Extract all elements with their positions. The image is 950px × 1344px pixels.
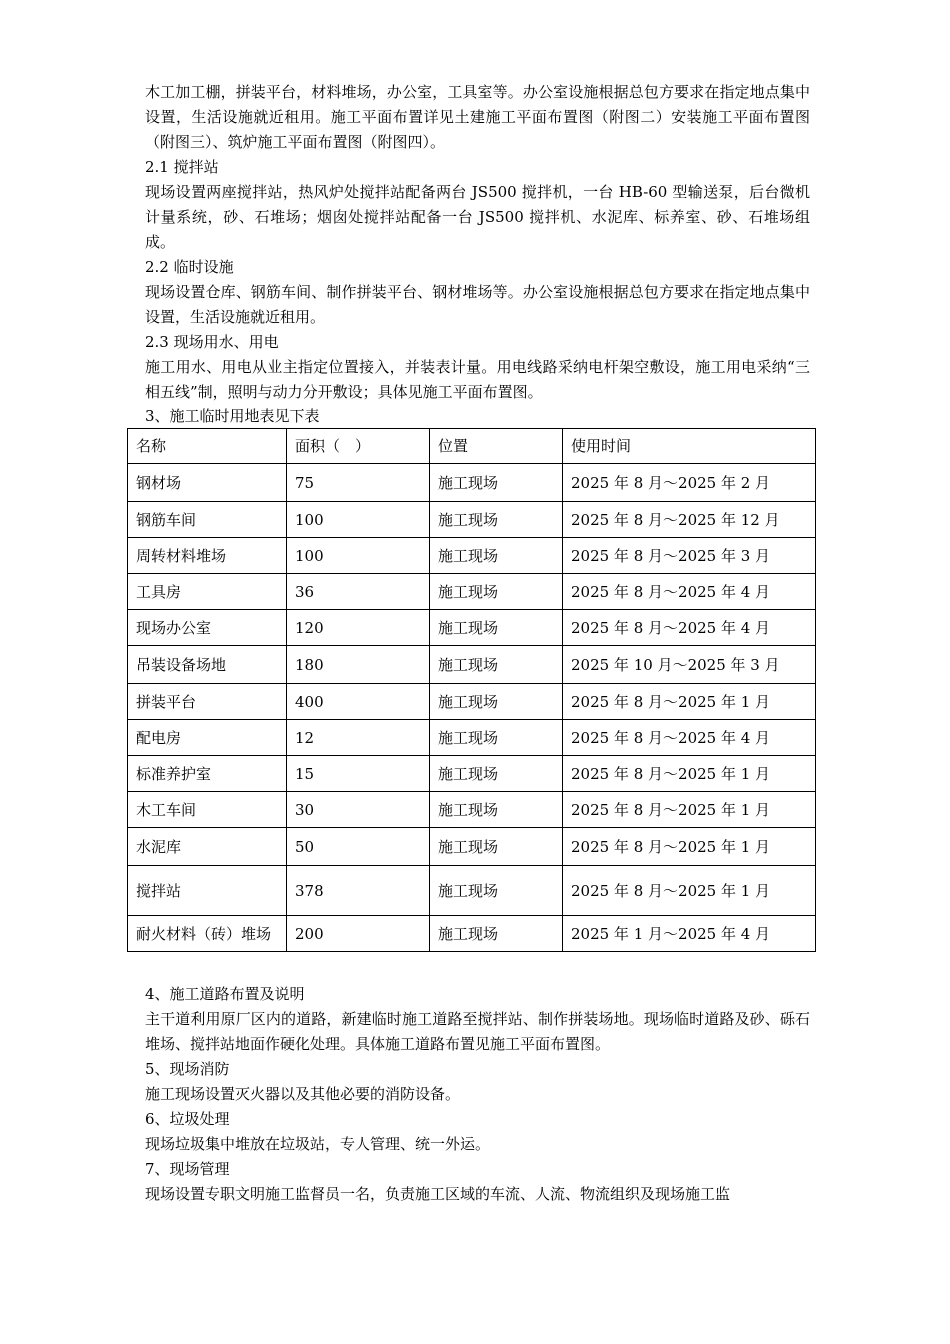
cell-area: 200 bbox=[287, 916, 430, 952]
table-row bbox=[128, 574, 816, 610]
table-row bbox=[128, 538, 816, 574]
cell-name: 搅拌站 bbox=[128, 866, 287, 916]
table-body bbox=[128, 464, 816, 952]
cell-usage-time: 2025 年 10 月～2025 年 3 月 bbox=[563, 646, 816, 684]
table-row bbox=[128, 720, 816, 756]
intro-paragraph: 木工加工棚，拼装平台，材料堆场，办公室，工具室等。办公室设施根据总包方要求在指定地点集中设置，生活设施就近租用。施工平面布置详见土建施工平面布置图（附图二）安装施工平面布置图（附图三）、筑炉施工平面布置图（附图四）。 bbox=[145, 83, 810, 151]
cell-area: 30 bbox=[287, 792, 430, 828]
cell-area: 180 bbox=[287, 646, 430, 684]
cell-location: 施工现场 bbox=[430, 792, 563, 828]
cell-area: 36 bbox=[287, 574, 430, 610]
cell-area: 50 bbox=[287, 828, 430, 866]
table-row bbox=[128, 646, 816, 684]
cell-location: 施工现场 bbox=[430, 720, 563, 756]
cell-name: 拼装平台 bbox=[128, 684, 287, 720]
cell-usage-time: 2025 年 8 月～2025 年 1 月 bbox=[563, 792, 816, 828]
cell-location: 施工现场 bbox=[430, 684, 563, 720]
cell-name: 标准养护室 bbox=[128, 756, 287, 792]
section-5-text: 施工现场设置灭火器以及其他必要的消防设备。 bbox=[145, 1085, 461, 1103]
cell-area: 400 bbox=[287, 684, 430, 720]
section-4-text: 主干道利用原厂区内的道路，新建临时施工道路至搅拌站、制作拼装场地。现场临时道路及砂、砾石堆场、搅拌站地面作硬化处理。具体施工道路布置见施工平面布置图。 bbox=[145, 1010, 810, 1053]
cell-usage-time: 2025 年 8 月～2025 年 1 月 bbox=[563, 684, 816, 720]
cell-area: 120 bbox=[287, 610, 430, 646]
cell-area: 75 bbox=[287, 464, 430, 502]
cell-name: 耐火材料（砖）堆场 bbox=[128, 916, 287, 952]
header-usage-time: 使用时间 bbox=[563, 429, 816, 464]
header-location: 位置 bbox=[430, 429, 563, 464]
section-2-3-text: 施工用水、用电从业主指定位置接入，并装表计量。用电线路采纳电杆架空敷设，施工用电采纳“三相五线”制，照明与动力分开敷设；具体见施工平面布置图。 bbox=[145, 358, 810, 401]
section-6-text: 现场垃圾集中堆放在垃圾站，专人管理、统一外运。 bbox=[145, 1135, 491, 1153]
table-row bbox=[128, 792, 816, 828]
cell-name: 周转材料堆场 bbox=[128, 538, 287, 574]
cell-name: 钢筋车间 bbox=[128, 502, 287, 538]
cell-location: 施工现场 bbox=[430, 464, 563, 502]
cell-usage-time: 2025 年 8 月～2025 年 2 月 bbox=[563, 464, 816, 502]
cell-usage-time: 2025 年 8 月～2025 年 1 月 bbox=[563, 866, 816, 916]
cell-area: 100 bbox=[287, 502, 430, 538]
cell-name: 水泥库 bbox=[128, 828, 287, 866]
cell-usage-time: 2025 年 1 月～2025 年 4 月 bbox=[563, 916, 816, 952]
cell-name: 现场办公室 bbox=[128, 610, 287, 646]
section-7-text: 现场设置专职文明施工监督员一名，负责施工区域的车流、人流、物流组织及现场施工监 bbox=[145, 1185, 731, 1203]
table-row bbox=[128, 502, 816, 538]
cell-area: 15 bbox=[287, 756, 430, 792]
section-5-heading: 5、现场消防 bbox=[145, 1060, 230, 1078]
section-2-1-text: 现场设置两座搅拌站，热风炉处搅拌站配备两台 JS500 搅拌机，一台 HB-60 型输送泵，后台微机计量系统，砂、石堆场；烟囱处搅拌站配备一台 JS500 搅拌机、水泥库、标养室、砂、石堆场组成。 bbox=[145, 183, 810, 251]
cell-location: 施工现场 bbox=[430, 916, 563, 952]
cell-usage-time: 2025 年 8 月～2025 年 1 月 bbox=[563, 828, 816, 866]
cell-name: 木工车间 bbox=[128, 792, 287, 828]
table-row bbox=[128, 866, 816, 916]
section-2-3-heading: 2.3 现场用水、用电 bbox=[145, 333, 279, 351]
cell-location: 施工现场 bbox=[430, 866, 563, 916]
temporary-land-table bbox=[127, 428, 816, 952]
table-row bbox=[128, 828, 816, 866]
section-7-heading: 7、现场管理 bbox=[145, 1160, 230, 1178]
table-header-row bbox=[128, 429, 816, 464]
cell-area: 12 bbox=[287, 720, 430, 756]
cell-location: 施工现场 bbox=[430, 828, 563, 866]
cell-location: 施工现场 bbox=[430, 646, 563, 684]
cell-location: 施工现场 bbox=[430, 610, 563, 646]
cell-location: 施工现场 bbox=[430, 756, 563, 792]
header-area: 面积（ ） bbox=[287, 429, 430, 464]
cell-area: 100 bbox=[287, 538, 430, 574]
section-2-1-heading: 2.1 搅拌站 bbox=[145, 158, 219, 176]
cell-area: 378 bbox=[287, 866, 430, 916]
section-3-heading: 3、施工临时用地表见下表 bbox=[145, 407, 320, 425]
section-6-heading: 6、垃圾处理 bbox=[145, 1110, 230, 1128]
table-row bbox=[128, 684, 816, 720]
table-row bbox=[128, 610, 816, 646]
cell-usage-time: 2025 年 8 月～2025 年 1 月 bbox=[563, 756, 816, 792]
cell-location: 施工现场 bbox=[430, 502, 563, 538]
cell-usage-time: 2025 年 8 月～2025 年 4 月 bbox=[563, 610, 816, 646]
cell-usage-time: 2025 年 8 月～2025 年 4 月 bbox=[563, 574, 816, 610]
table-row bbox=[128, 916, 816, 952]
cell-usage-time: 2025 年 8 月～2025 年 4 月 bbox=[563, 720, 816, 756]
section-2-2-text: 现场设置仓库、钢筋车间、制作拼装平台、钢材堆场等。办公室设施根据总包方要求在指定地点集中设置，生活设施就近租用。 bbox=[145, 283, 810, 326]
section-2-2-heading: 2.2 临时设施 bbox=[145, 258, 234, 276]
header-name: 名称 bbox=[128, 429, 287, 464]
cell-name: 吊装设备场地 bbox=[128, 646, 287, 684]
cell-name: 钢材场 bbox=[128, 464, 287, 502]
cell-usage-time: 2025 年 8 月～2025 年 12 月 bbox=[563, 502, 816, 538]
cell-location: 施工现场 bbox=[430, 574, 563, 610]
section-4-heading: 4、施工道路布置及说明 bbox=[145, 985, 305, 1003]
cell-usage-time: 2025 年 8 月～2025 年 3 月 bbox=[563, 538, 816, 574]
table-row bbox=[128, 756, 816, 792]
cell-name: 工具房 bbox=[128, 574, 287, 610]
cell-name: 配电房 bbox=[128, 720, 287, 756]
table-row bbox=[128, 464, 816, 502]
cell-location: 施工现场 bbox=[430, 538, 563, 574]
